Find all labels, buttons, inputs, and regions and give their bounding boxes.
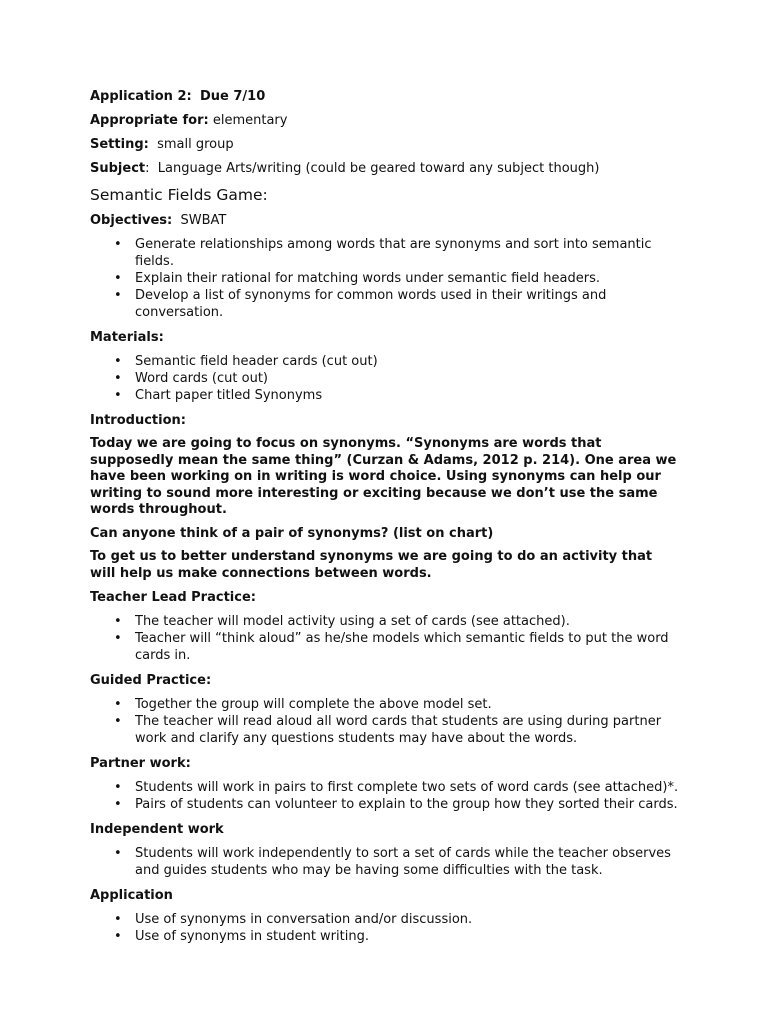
appropriate-line <box>90 112 688 129</box>
appropriate-label: Appropriate for: <box>90 113 209 128</box>
bullet-icon: • <box>114 354 122 369</box>
list-item-text: Use of synonyms in conversation and/or discussion. <box>135 912 473 927</box>
list-item <box>90 911 688 928</box>
list-item-text: Generate relationships among words that are synonyms and sort into semantic fields. <box>135 237 652 269</box>
appropriate-value: elementary <box>212 113 288 128</box>
bullet-icon: • <box>114 697 122 712</box>
list-item <box>90 779 688 796</box>
application-line <box>90 88 688 105</box>
list-item-text: Students will work in pairs to first complete two sets of word cards (see attached)*. <box>135 780 679 795</box>
bullet-icon: • <box>114 237 122 252</box>
list-item-text: Teacher will “think aloud” as he/she models which semantic fields to put the word cards in. <box>135 631 669 663</box>
list-item <box>90 696 688 713</box>
list-item-text: Use of synonyms in student writing. <box>135 929 369 944</box>
materials-heading: Materials: <box>90 330 164 345</box>
bullet-icon: • <box>114 780 122 795</box>
materials-list <box>90 353 688 404</box>
page-title: Semantic Fields Game: <box>90 186 268 204</box>
list-item <box>90 370 688 387</box>
list-item-text: Together the group will complete the above model set. <box>135 697 492 712</box>
application-label: Application 2: <box>90 89 192 104</box>
bullet-icon: • <box>114 614 122 629</box>
guided-practice-heading: Guided Practice: <box>90 673 212 688</box>
bullet-icon: • <box>114 631 122 646</box>
objectives-line <box>90 212 688 229</box>
setting-value: small group <box>157 137 234 152</box>
objectives-label: Objectives: <box>90 213 173 228</box>
teacher-lead-heading: Teacher Lead Practice: <box>90 590 256 605</box>
setting-line <box>90 136 688 153</box>
list-item-text: Explain their rational for matching words under semantic field headers. <box>135 271 601 286</box>
bullet-icon: • <box>114 388 122 403</box>
bullet-icon: • <box>114 846 122 861</box>
introduction-paragraph: Today we are going to focus on synonyms. “Synonyms are words that supposedly mean the same thing” (Curzan & Adams, 2012 p. 214). One area we have been working on in writing is word choice. Using synonyms can help our writing to sound more interesting or exciting because we don’t use the same words throughout. <box>90 436 677 517</box>
independent-work-heading: Independent work <box>90 822 224 837</box>
bullet-icon: • <box>114 371 122 386</box>
list-item-text: Students will work independently to sort a set of cards while the teacher observes and guides students who may be having some difficulties with the task. <box>135 846 671 878</box>
list-item <box>90 270 688 287</box>
list-item <box>90 796 688 813</box>
objectives-list <box>90 236 688 321</box>
list-item <box>90 613 688 630</box>
list-item <box>90 287 688 321</box>
bullet-icon: • <box>114 797 122 812</box>
list-item <box>90 353 688 370</box>
setting-label: Setting: <box>90 137 149 152</box>
list-item-text: Word cards (cut out) <box>135 371 268 386</box>
list-item <box>90 236 688 270</box>
list-item-text: Chart paper titled Synonyms <box>135 388 323 403</box>
list-item <box>90 845 688 879</box>
introduction-transition: To get us to better understand synonyms we are going to do an activity that will help us make connections between words. <box>90 549 653 581</box>
bullet-icon: • <box>114 714 122 729</box>
bullet-icon: • <box>114 929 122 944</box>
bullet-icon: • <box>114 288 122 303</box>
list-item-text: Pairs of students can volunteer to explain to the group how they sorted their cards. <box>135 797 678 812</box>
list-item <box>90 928 688 945</box>
subject-value: Language Arts/writing (could be geared toward any subject though) <box>157 161 600 176</box>
partner-work-list <box>90 779 688 813</box>
independent-work-list <box>90 845 688 879</box>
introduction-question: Can anyone think of a pair of synonyms? (list on chart) <box>90 525 494 541</box>
list-item-text: The teacher will model activity using a set of cards (see attached). <box>135 614 570 629</box>
list-item <box>90 630 688 664</box>
application-due: Due 7/10 <box>199 89 266 104</box>
subject-label: Subject <box>90 161 146 176</box>
subject-line: Subject: Language Arts/writing (could be geared toward any subject though) <box>90 161 600 176</box>
bullet-icon: • <box>114 271 122 286</box>
application-list <box>90 911 688 945</box>
list-item-text: Semantic field header cards (cut out) <box>135 354 378 369</box>
teacher-lead-list <box>90 613 688 664</box>
partner-work-heading: Partner work: <box>90 756 191 771</box>
objectives-value: SWBAT <box>180 213 227 228</box>
guided-practice-list <box>90 696 688 747</box>
list-item-text: The teacher will read aloud all word cards that students are using during partner work and clarify any questions students may have about the words. <box>135 714 662 746</box>
list-item-text: Develop a list of synonyms for common words used in their writings and conversation. <box>135 288 607 320</box>
list-item <box>90 387 688 404</box>
application-heading: Application <box>90 888 173 903</box>
introduction-heading: Introduction: <box>90 413 186 428</box>
bullet-icon: • <box>114 912 122 927</box>
list-item <box>90 713 688 747</box>
